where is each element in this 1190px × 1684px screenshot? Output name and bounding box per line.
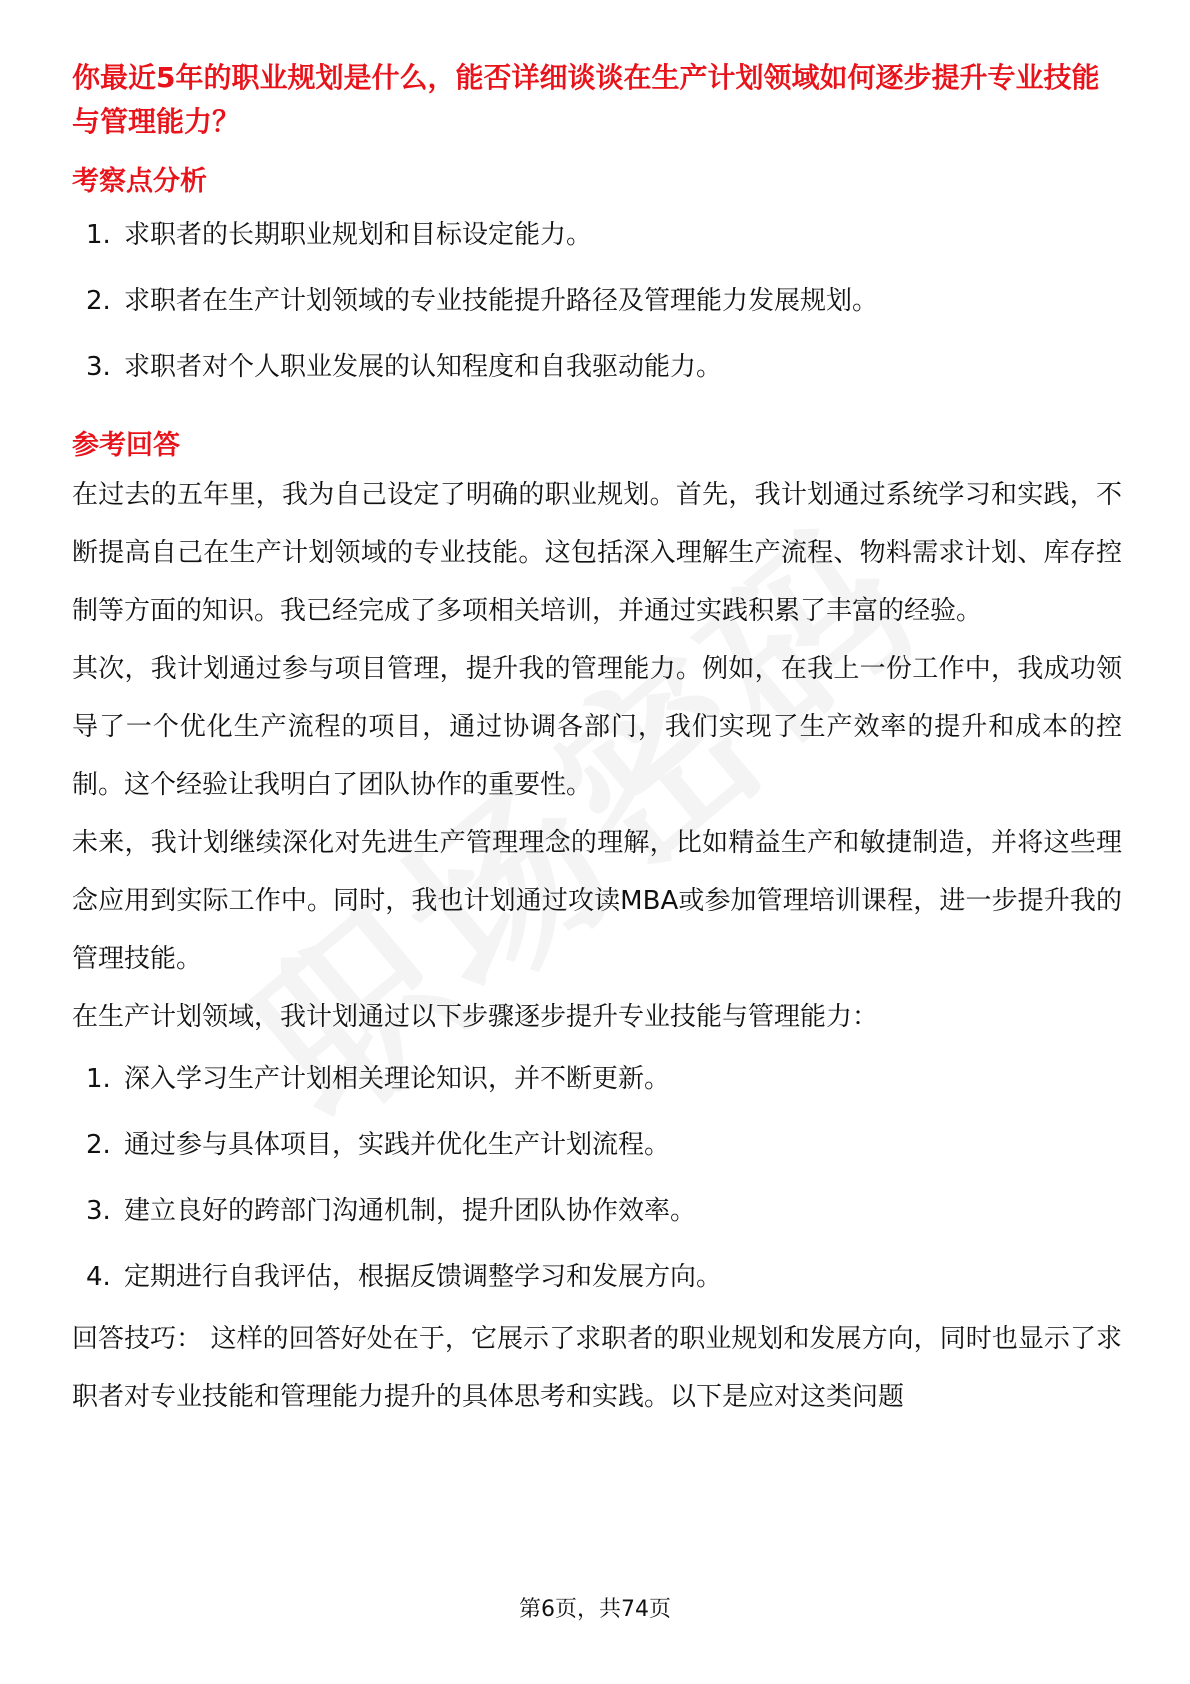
list-number: 3. [86, 1196, 111, 1226]
list-item-text: 通过参与具体项目，实践并优化生产计划流程。 [124, 1130, 671, 1160]
list-item [72, 334, 1122, 400]
analysis-heading: 考察点分析 [72, 166, 207, 197]
analysis-list [72, 202, 1122, 400]
answer-paragraph-3: 未来，我计划继续深化对先进生产管理理念的理解，比如精益生产和敏捷制造，并将这些理念应用到实际工作中。同时，我也计划通过攻读MBA或参加管理培训课程，进一步提升我的管理技能。 [72, 828, 1122, 974]
list-item [72, 1046, 1122, 1112]
list-item-text: 求职者的长期职业规划和目标设定能力。 [124, 220, 593, 250]
list-item-text: 深入学习生产计划相关理论知识，并不断更新。 [124, 1064, 671, 1094]
answer-paragraph-4: 在生产计划领域，我计划通过以下步骤逐步提升专业技能与管理能力： [72, 1002, 879, 1032]
list-item-text: 求职者在生产计划领域的专业技能提升路径及管理能力发展规划。 [124, 286, 879, 316]
page-number-footer: 第6页，共74页 [519, 1597, 671, 1622]
list-number: 1. [86, 220, 111, 250]
list-number: 4. [86, 1262, 111, 1292]
question-title: 你最近5年的职业规划是什么，能否详细谈谈在生产计划领域如何逐步提升专业技能与管理能力？ [72, 61, 1100, 138]
answer-paragraph-2: 其次，我计划通过参与项目管理，提升我的管理能力。例如，在我上一份工作中，我成功领导了一个优化生产流程的项目，通过协调各部门，我们实现了生产效率的提升和成本的控制。这个经验让我明白了团队协作的重要性。 [72, 654, 1122, 800]
list-item [72, 1244, 1122, 1310]
list-number: 3. [86, 352, 111, 382]
list-item-text: 定期进行自我评估，根据反馈调整学习和发展方向。 [124, 1262, 723, 1292]
answer-paragraph-1: 在过去的五年里，我为自己设定了明确的职业规划。首先，我计划通过系统学习和实践，不断提高自己在生产计划领域的专业技能。这包括深入理解生产流程、物料需求计划、库存控制等方面的知识。我已经完成了多项相关培训，并通过实践积累了丰富的经验。 [72, 480, 1122, 626]
list-item [72, 1112, 1122, 1178]
list-number: 2. [86, 286, 111, 316]
steps-list [72, 1046, 1122, 1310]
document-page [72, 56, 1122, 1426]
list-item [72, 202, 1122, 268]
list-item [72, 268, 1122, 334]
list-item-text: 建立良好的跨部门沟通机制，提升团队协作效率。 [124, 1196, 697, 1226]
list-item [72, 1178, 1122, 1244]
answer-heading: 参考回答 [72, 430, 180, 461]
list-number: 1. [86, 1064, 111, 1094]
answer-tips: 回答技巧： 这样的回答好处在于，它展示了求职者的职业规划和发展方向，同时也显示了求职者对专业技能和管理能力提升的具体思考和实践。以下是应对这类问题 [72, 1324, 1122, 1412]
list-number: 2. [86, 1130, 111, 1160]
list-item-text: 求职者对个人职业发展的认知程度和自我驱动能力。 [124, 352, 723, 382]
